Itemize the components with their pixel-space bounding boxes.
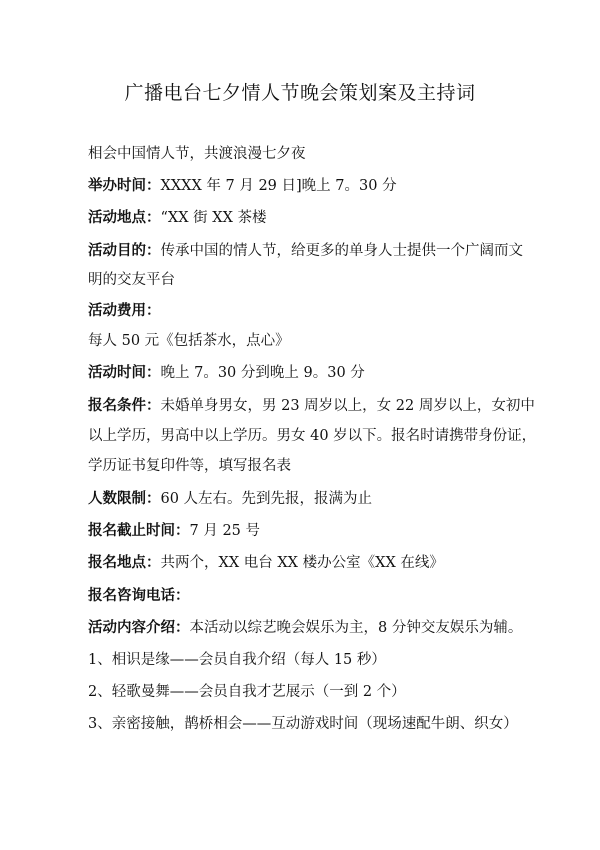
list-item: 1、相识是缘——会员自我介绍（每人 15 秒） (88, 652, 386, 668)
conditions-value-line1: 未婚单身男女，男 23 周岁以上，女 22 周岁以上，女初中 (160, 398, 535, 414)
duration-row (88, 363, 528, 383)
content-label: 活动内容介绍： (88, 619, 190, 636)
deadline-row (88, 521, 528, 541)
conditions-row (88, 396, 535, 416)
time-value: XXXX 年 7 月 29 日]晚上 7。30 分 (160, 178, 397, 194)
conditions-label: 报名条件： (88, 397, 161, 414)
purpose-label: 活动目的： (88, 242, 161, 259)
duration-value: 晚上 7。30 分到晚上 9。30 分 (160, 365, 365, 381)
purpose-value-line2: 明的交友平台 (88, 272, 175, 288)
limit-label: 人数限制： (88, 490, 161, 507)
venue-label: 活动地点： (88, 209, 161, 226)
time-row (88, 176, 528, 196)
intro-line: 相会中国情人节，共渡浪漫七夕夜 (88, 146, 306, 162)
fee-label (88, 301, 528, 321)
duration-label: 活动时间： (88, 364, 161, 381)
fee-value: 每人 50 元《包括茶水，点心》 (88, 333, 290, 349)
venue-row (88, 208, 528, 228)
document-title: 广播电台七夕情人节晚会策划案及主持词 (124, 82, 476, 104)
list-item: 2、轻歌曼舞——会员自我才艺展示（一到 2 个） (88, 684, 406, 700)
conditions-value-line3: 学历证书复印件等，填写报名表 (88, 458, 291, 474)
content-row (88, 618, 528, 638)
reg-location-label: 报名地点： (88, 554, 161, 571)
limit-value: 60 人左右。先到先报，报满为止 (160, 491, 373, 507)
limit-row (88, 489, 528, 509)
conditions-value-line2: 以上学历，男高中以上学历。男女 40 岁以下。报名时请携带身份证， (88, 428, 537, 444)
fee-label-text: 活动费用： (88, 302, 161, 319)
list-item: 3、亲密接触，鹊桥相会——互动游戏时间（现场速配牛朗、织女） (88, 716, 518, 732)
reg-location-row (88, 553, 528, 573)
time-label: 举办时间： (88, 177, 161, 194)
purpose-row (88, 241, 528, 261)
reg-location-value: 共两个，XX 电台 XX 楼办公室《XX 在线》 (160, 555, 444, 571)
venue-value: “XX 街 XX 茶楼 (160, 210, 267, 226)
phone-row (88, 586, 528, 606)
phone-label: 报名咨询电话： (88, 587, 190, 604)
deadline-label: 报名截止时间： (88, 522, 190, 539)
purpose-value-line1: 传承中国的情人节，给更多的单身人士提供一个广阔而文 (160, 243, 523, 259)
deadline-value: 7 月 25 号 (189, 523, 261, 539)
content-value: 本活动以综艺晚会娱乐为主，8 分钟交友娱乐为辅。 (189, 620, 523, 636)
